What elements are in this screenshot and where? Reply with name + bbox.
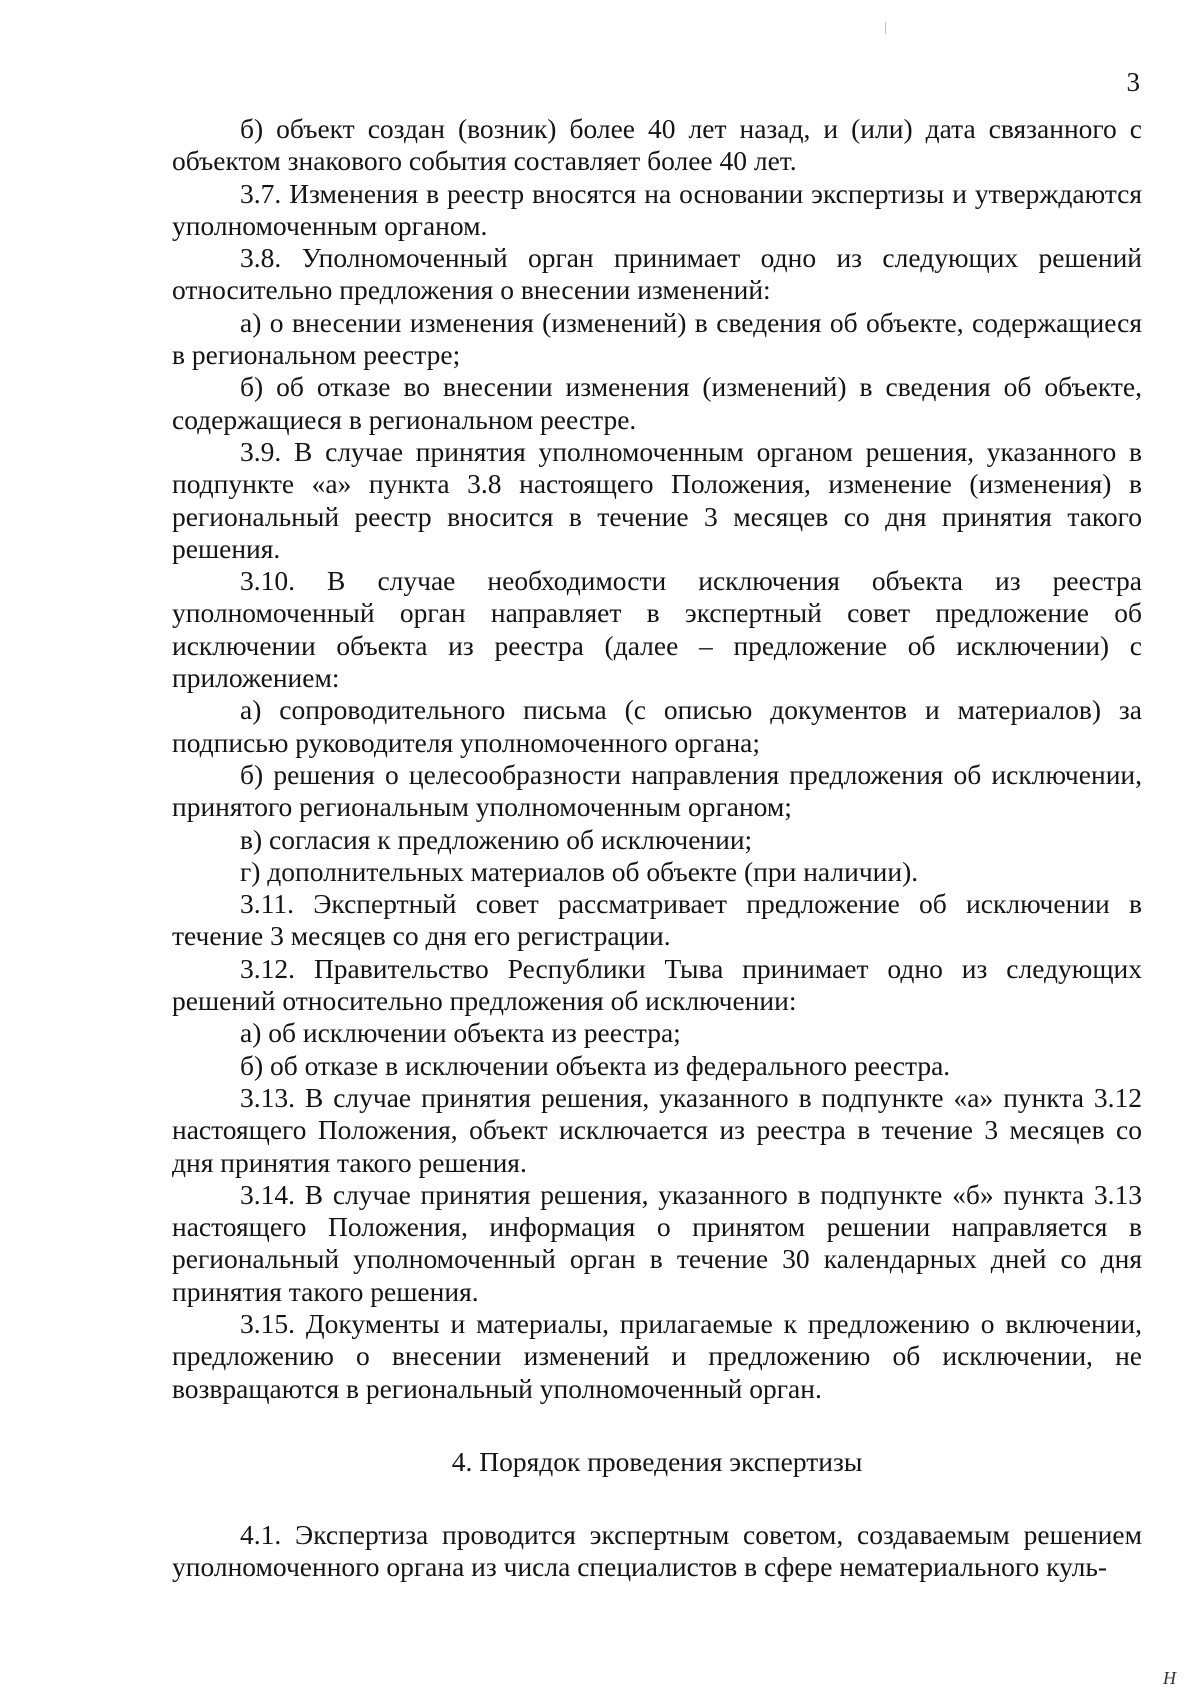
paragraph: а) сопроводительного письма (с описью документов и материалов) за подписью руководителя уполномоченного органа;	[172, 694, 1142, 758]
paragraph: г) дополнительных материалов об объекте (при наличии).	[240, 855, 919, 887]
paragraph: а) об исключении объекта из реестра;	[240, 1017, 681, 1049]
paragraph: 3.13. В случае принятия решения, указанного в подпункте «а» пункта 3.12 настоящего Положения, объект исключается из реестра в течение 3 месяцев со дня принятия такого решения.	[172, 1081, 1142, 1178]
paragraph: 3.7. Изменения в реестр вносятся на основании экспертизы и утверждаются уполномоченным органом.	[172, 177, 1142, 241]
paragraph: 3.8. Уполномоченный орган принимает одно из следующих решений относительно предложения о внесении изменений:	[172, 242, 1142, 306]
page-number: 3	[1126, 67, 1140, 97]
paragraph: б) об отказе во внесении изменения (изменений) в сведения об объекте, содержащиеся в региональном реестре.	[172, 371, 1142, 435]
paragraph: 3.11. Экспертный совет рассматривает предложение об исключении в течение 3 месяцев со дня его регистрации.	[172, 888, 1142, 952]
paragraph: 3.14. В случае принятия решения, указанного в подпункте «б» пункта 3.13 настоящего Положения, информация о принятом решении направляется в региональный уполномоченный орган в течение 30 календарных дней со дня принятия такого решения.	[172, 1178, 1142, 1307]
paragraph: б) решения о целесообразности направления предложения об исключении, принятого региональным уполномоченным органом;	[172, 758, 1142, 823]
paragraph: 3.10. В случае необходимости исключения объекта из реестра уполномоченный орган направляет в экспертный совет предложение об исключении объекта из реестра (далее – предложение об исключении) с приложением:	[172, 565, 1142, 694]
paragraph: а) о внесении изменения (изменений) в сведения об объекте, содержащиеся в региональном реестре;	[172, 306, 1142, 371]
corner-handwritten-mark: Н	[1163, 1668, 1176, 1688]
paragraph: 4.1. Экспертиза проводится экспертным советом, создаваемым решением уполномоченного органа из числа специалистов в сфере нематериального куль-	[172, 1519, 1142, 1583]
section-heading: 4. Порядок проведения экспертизы	[451, 1445, 863, 1477]
paragraph: б) об отказе в исключении объекта из федерального реестра.	[240, 1049, 951, 1081]
paragraph: 3.9. В случае принятия уполномоченным органом решения, указанного в подпункте «а» пункта 3.8 настоящего Положения, изменение (изменения) в региональный реестр вносится в течение 3 месяцев со дня принятия такого решения.	[172, 435, 1142, 564]
paragraph: 3.15. Документы и материалы, прилагаемые к предложению о включении, предложению о внесении изменений и предложению об исключении, не возвращаются в региональный уполномоченный орган.	[172, 1307, 1142, 1404]
paragraph: 3.12. Правительство Республики Тыва принимает одно из следующих решений относительно предложения об исключении:	[172, 952, 1142, 1017]
paragraph: б) объект создан (возник) более 40 лет назад, и (или) дата связанного с объектом знакового события составляет более 40 лет.	[172, 113, 1142, 177]
scan-tick-mark	[885, 22, 886, 34]
paragraph: в) согласия к предложению об исключении;	[240, 823, 753, 855]
document-body	[172, 113, 1142, 1584]
